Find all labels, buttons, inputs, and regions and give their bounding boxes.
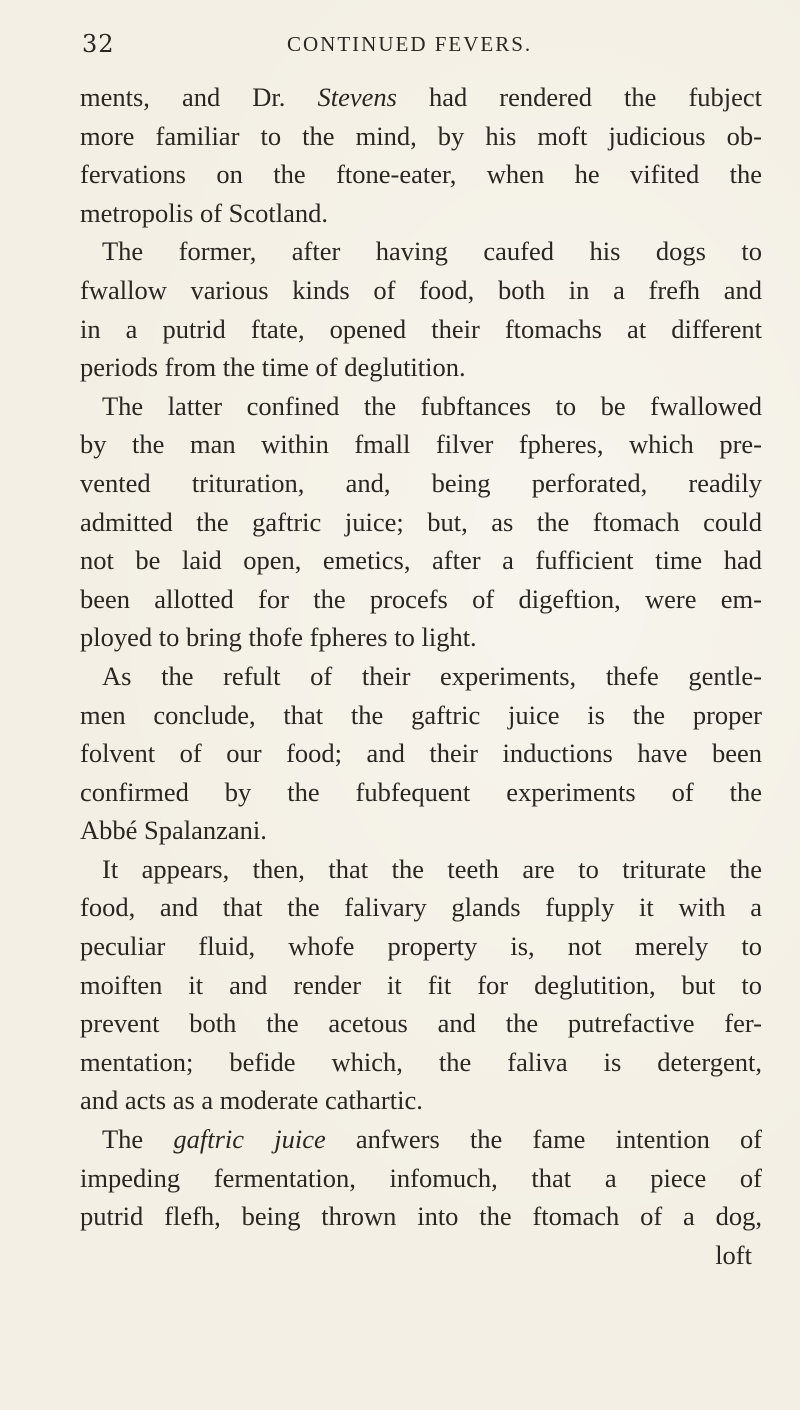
text-line: impeding fermentation, infomuch, that a piece of xyxy=(80,1162,762,1193)
text-line: ployed to bring thofe fpheres to light. xyxy=(80,622,477,653)
text-line: periods from the time of deglutition. xyxy=(80,352,466,383)
text-line: As the refult of their experiments, thefe gentle- xyxy=(102,660,762,691)
text-line: Abbé Spalanzani. xyxy=(80,815,267,846)
text-line: putrid flefh, being thrown into the ftomach of a dog, xyxy=(80,1201,762,1232)
text-line: been allotted for the procefs of digeftion, were em- xyxy=(80,583,762,614)
running-title: CONTINUED FEVERS. xyxy=(287,32,533,56)
text-line: confirmed by the fubfequent experiments of the xyxy=(80,776,762,807)
text-line: food, and that the falivary glands fupply it with a xyxy=(80,892,762,923)
text-line: more familiar to the mind, by his moft judicious ob- xyxy=(80,120,762,151)
running-head xyxy=(82,30,772,60)
text-line: vented trituration, and, being perforated, readily xyxy=(80,467,762,498)
text-line: loft xyxy=(715,1239,752,1270)
text-line: ments, and Dr. Stevens had rendered the fubject xyxy=(80,82,762,112)
text-line: fervations on the ftone-eater, when he vifited the xyxy=(80,159,762,190)
text-line: fwallow various kinds of food, both in a frefh and xyxy=(80,274,762,305)
page-number: 32 xyxy=(82,30,115,58)
text-line: by the man within fmall filver fpheres, which pre- xyxy=(80,429,762,460)
text-line: The former, after having caufed his dogs to xyxy=(102,236,762,267)
text-line: folvent of our food; and their inductions have been xyxy=(80,738,762,769)
text-line: men conclude, that the gaftric juice is the proper xyxy=(80,699,762,730)
text-line: It appears, then, that the teeth are to triturate the xyxy=(102,853,762,884)
text-line: The gaftric juice anfwers the fame intention of xyxy=(102,1124,762,1155)
text-line: The latter confined the fubftances to be fwallowed xyxy=(102,390,762,421)
text-line: prevent both the acetous and the putrefactive fer- xyxy=(80,1008,762,1039)
text-line: peculiar fluid, whofe property is, not merely to xyxy=(80,931,762,962)
text-line: and acts as a moderate cathartic. xyxy=(80,1085,423,1116)
text-line: mentation; befide which, the faliva is detergent, xyxy=(80,1046,762,1077)
text-line: moiften it and render it fit for deglutition, but to xyxy=(80,969,762,1000)
text-line: metropolis of Scotland. xyxy=(80,197,329,228)
body-text xyxy=(80,78,762,1274)
text-line: not be laid open, emetics, after a fufficient time had xyxy=(80,545,762,576)
text-line: in a putrid ftate, opened their ftomachs at different xyxy=(80,313,762,344)
text-line: admitted the gaftric juice; but, as the ftomach could xyxy=(80,506,762,537)
